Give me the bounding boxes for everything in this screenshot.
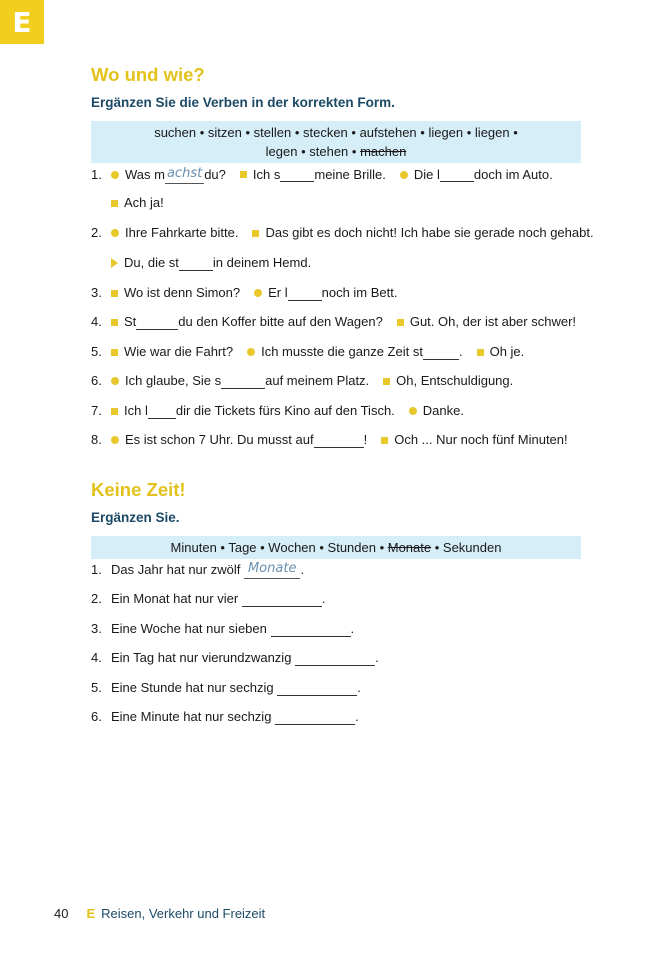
exercise-item	[91, 224, 594, 242]
item-number: 1.	[91, 166, 102, 182]
section-instruction: Ergänzen Sie.	[91, 510, 180, 525]
item-text: .	[357, 680, 361, 695]
square-speaker-icon	[111, 200, 118, 207]
item-text: Ich s	[252, 166, 281, 182]
item-text: .	[321, 591, 326, 606]
item-text: Ich glaube, Sie s	[125, 373, 222, 388]
item-text: Wo ist denn Simon?	[124, 285, 241, 300]
answer-blank[interactable]	[275, 710, 355, 725]
item-text: Ein Tag hat nur vierundzwanzig	[111, 650, 292, 665]
exercise-item	[91, 194, 164, 212]
square-speaker-icon	[111, 319, 118, 326]
square-speaker-icon	[252, 230, 259, 237]
answer-blank[interactable]	[148, 404, 176, 419]
word-box-line	[97, 142, 575, 161]
crossed-example-word: Monate	[387, 540, 432, 555]
item-text: Eine Stunde hat nur sechzig	[111, 680, 274, 695]
word-box-text: Minuten • Tage • Wochen • Stunden •	[170, 540, 388, 555]
item-text: Er l	[268, 285, 288, 300]
exercise-item	[91, 649, 379, 667]
item-number: 5.	[91, 680, 102, 695]
answer-blank[interactable]	[288, 286, 322, 301]
answer-blank[interactable]	[221, 374, 265, 389]
answer-blank[interactable]	[277, 681, 357, 696]
item-text: Das gibt es doch nicht! Ich habe sie gerade noch gehabt.	[265, 225, 594, 240]
section-title: Wo und wie?	[91, 64, 205, 85]
exercise-item	[91, 313, 576, 331]
answer-blank[interactable]	[136, 315, 178, 330]
item-text: Eine Minute hat nur sechzig	[111, 709, 272, 724]
section-wo-und-wie	[91, 64, 581, 163]
answer-blank[interactable]	[280, 167, 314, 182]
square-speaker-icon	[111, 408, 118, 415]
exercise-item	[91, 343, 524, 361]
item-number: 3.	[91, 621, 102, 636]
item-number: 8.	[91, 432, 102, 447]
item-text: Was m	[125, 166, 165, 182]
exercise-item	[91, 679, 361, 697]
answer-blank[interactable]	[440, 167, 474, 182]
exercise-item	[91, 402, 464, 420]
exercise-item	[91, 590, 325, 608]
item-number: 7.	[91, 403, 102, 418]
square-speaker-icon	[111, 290, 118, 297]
item-text: Danke.	[422, 403, 464, 418]
item-text: du?	[204, 166, 226, 182]
circle-speaker-icon	[400, 171, 408, 179]
answer-blank[interactable]	[295, 651, 375, 666]
item-text: .	[375, 650, 379, 665]
item-text: Eine Woche hat nur sieben	[111, 621, 267, 636]
exercise-item	[91, 560, 304, 579]
circle-speaker-icon	[111, 377, 119, 385]
exercise-item	[91, 431, 568, 449]
item-text: !	[363, 432, 368, 447]
item-text: .	[350, 621, 355, 636]
circle-speaker-icon	[111, 229, 119, 237]
item-text: Oh, Entschuldigung.	[396, 373, 514, 388]
item-text: Ihre Fahrkarte bitte.	[125, 225, 239, 240]
item-text: Du, die st	[124, 255, 179, 270]
circle-speaker-icon	[247, 348, 255, 356]
item-text: Ach ja!	[124, 195, 164, 210]
circle-speaker-icon	[254, 289, 262, 297]
item-number: 5.	[91, 344, 102, 359]
footer-chapter-letter: E	[86, 906, 96, 921]
answer-blank[interactable]	[242, 592, 322, 607]
item-text: Ein Monat hat nur vier	[111, 591, 239, 606]
answer-blank[interactable]	[314, 433, 364, 448]
square-speaker-icon	[111, 349, 118, 356]
page-number: 40	[54, 906, 69, 921]
page-footer	[54, 906, 265, 921]
item-number: 3.	[91, 285, 102, 300]
word-box-line: suchen • sitzen • stellen • stecken • aufstehen • liegen • liegen •	[154, 125, 518, 140]
circle-speaker-icon	[111, 436, 119, 444]
exercise-item	[91, 284, 397, 302]
item-text: Die l	[413, 166, 440, 182]
item-text: .	[355, 709, 359, 724]
item-text: .	[458, 344, 463, 359]
exercise-item	[91, 620, 354, 638]
item-text: Das Jahr hat nur zwölf	[111, 561, 241, 577]
square-speaker-icon	[477, 349, 484, 356]
item-text: St	[124, 314, 137, 329]
item-text: Wie war die Fahrt?	[124, 344, 234, 359]
item-number: 2.	[91, 591, 102, 606]
item-text: du den Koffer bitte auf den Wagen?	[178, 314, 383, 329]
triangle-speaker-icon	[111, 258, 118, 268]
item-number: 6.	[91, 709, 102, 724]
square-speaker-icon	[397, 319, 404, 326]
item-number: 6.	[91, 373, 102, 388]
section-title: Keine Zeit!	[91, 479, 186, 500]
item-text: Ich l	[124, 403, 148, 418]
exercise-item	[91, 372, 513, 390]
item-text: meine Brille.	[314, 166, 386, 182]
item-number: 4.	[91, 314, 102, 329]
section-keine-zeit	[91, 479, 581, 559]
circle-speaker-icon	[409, 407, 417, 415]
exercise-item	[91, 165, 553, 184]
item-text: Es ist schon 7 Uhr. Du musst auf	[125, 432, 314, 447]
word-box-text: • Sekunden	[431, 540, 502, 555]
square-speaker-icon	[381, 437, 388, 444]
circle-speaker-icon	[111, 171, 119, 179]
handwritten-answer: achst	[165, 165, 204, 184]
item-text: auf meinem Platz.	[265, 373, 370, 388]
word-box-text: legen • stehen •	[265, 144, 361, 159]
item-text: noch im Bett.	[321, 285, 398, 300]
square-speaker-icon	[383, 378, 390, 385]
item-text: Gut. Oh, der ist aber schwer!	[409, 314, 577, 329]
item-text: Ich musste die ganze Zeit st	[261, 344, 423, 359]
item-text: .	[300, 561, 305, 577]
item-number: 2.	[91, 225, 102, 240]
answer-blank[interactable]	[423, 345, 459, 360]
exercise-item	[91, 254, 311, 272]
handwritten-answer: Monate	[244, 560, 300, 579]
crossed-example-word: machen	[360, 144, 407, 159]
answer-blank[interactable]	[271, 622, 351, 637]
item-text: dir die Tickets fürs Kino auf den Tisch.	[175, 403, 395, 418]
word-box	[91, 536, 581, 559]
exercise-item	[91, 708, 359, 726]
item-number: 4.	[91, 650, 102, 665]
word-box	[91, 121, 581, 163]
item-number: 1.	[91, 561, 102, 577]
item-text: Och ... Nur noch fünf Minuten!	[394, 432, 568, 447]
item-text: doch im Auto.	[473, 166, 553, 182]
chapter-tab: E	[0, 0, 44, 44]
item-text: Oh je.	[489, 344, 525, 359]
section-instruction: Ergänzen Sie die Verben in der korrekten Form.	[91, 95, 395, 110]
footer-chapter-title: Reisen, Verkehr und Freizeit	[101, 906, 266, 921]
square-speaker-icon	[240, 171, 247, 178]
item-text: in deinem Hemd.	[212, 255, 312, 270]
answer-blank[interactable]	[179, 256, 213, 271]
